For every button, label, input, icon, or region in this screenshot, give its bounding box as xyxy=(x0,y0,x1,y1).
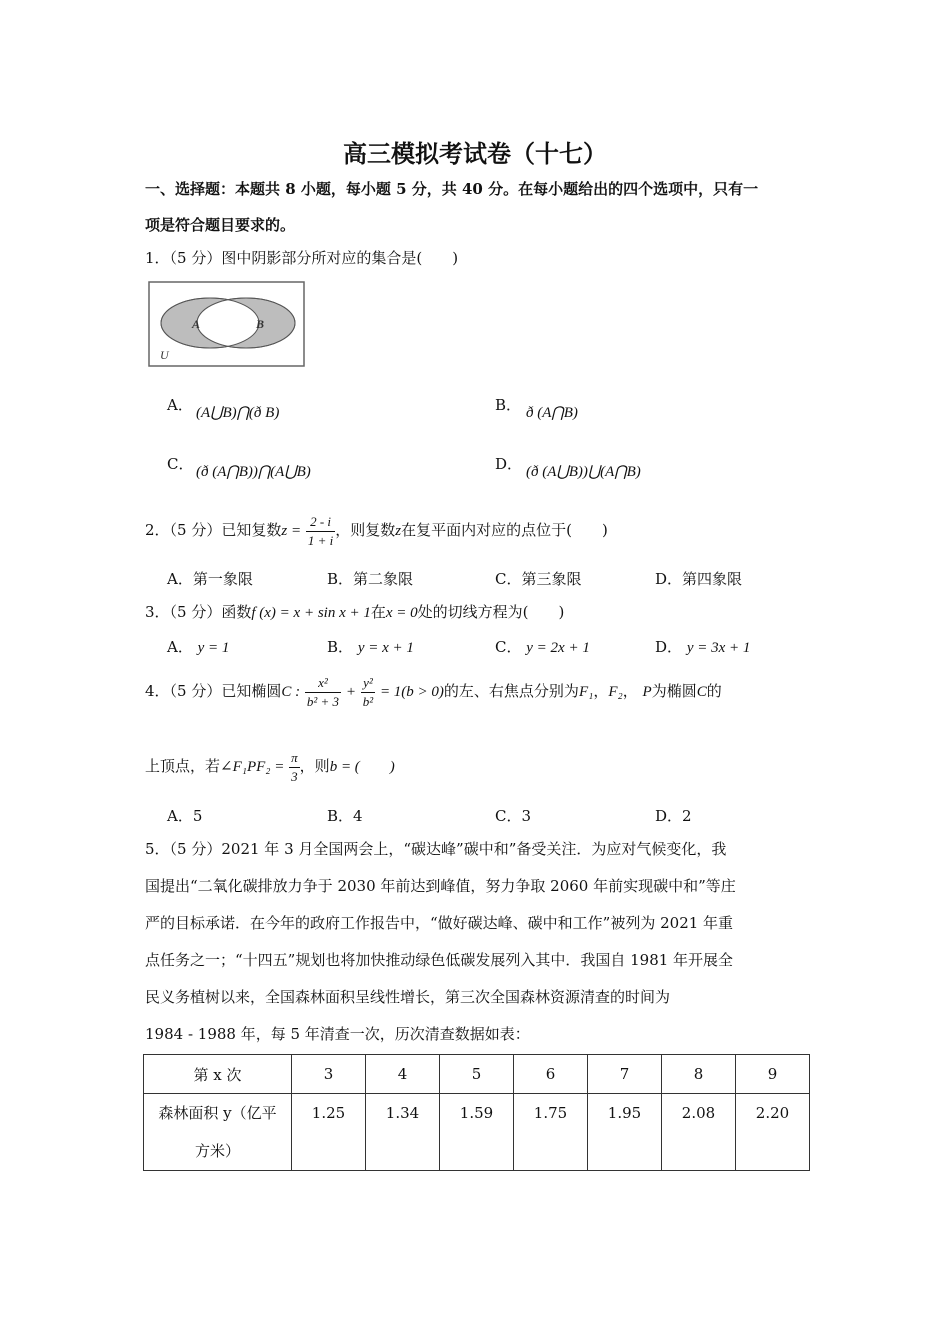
q4-option-d[interactable]: D．2 xyxy=(655,807,692,825)
table-cell: 6 xyxy=(514,1055,588,1094)
page-title: 高三模拟考试卷（十七） xyxy=(343,139,607,168)
table-cell: 1.34 xyxy=(366,1094,440,1171)
table-header-y: 森林面积 y（亿平 方米） xyxy=(144,1094,292,1171)
question-1-stem: 1．（5 分）图中阴影部分所对应的集合是( ) xyxy=(145,249,459,267)
q2-option-b[interactable]: B．第二象限 xyxy=(327,570,414,588)
q1-option-a-text: (A⋃B)⋂(ð B) xyxy=(196,405,280,421)
table-cell: 8 xyxy=(662,1055,736,1094)
q3-option-a[interactable]: A． y = 1 xyxy=(167,638,230,656)
table-cell: 3 xyxy=(292,1055,366,1094)
question-2-stem: 2．（5 分）已知复数z = $\frac{2 - i}{1 + i}$ ，则复数z在复平面内对应的点位于( ) xyxy=(145,513,608,548)
q2-option-d[interactable]: D．第四象限 xyxy=(655,570,743,588)
table-cell: 1.25 xyxy=(292,1094,366,1171)
q4-option-c[interactable]: C．3 xyxy=(495,807,532,825)
question-4-stem: 4．（5 分）已知椭圆C : $\frac{\text{x²}}{\text{b² + 3}}$ + $\frac{\text{y²}}{\text{b²}}$ = 1(b > 0)的左、右焦点分别为F₁，F₂， P为椭圆C的 xyxy=(145,674,722,709)
q3-option-d[interactable]: D． y = 3x + 1 xyxy=(655,638,751,656)
q4-fraction-x: $\frac{\text{x²}}{\text{b² + 3}}$ xyxy=(306,674,340,709)
section-heading-line1: 一、选择题：本题共 8 小题，每小题 5 分，共 40 分。在每小题给出的四个选项中，只有一 xyxy=(145,180,759,198)
table-row xyxy=(144,1094,810,1171)
table-cell: 1.75 xyxy=(514,1094,588,1171)
table-cell: 2.08 xyxy=(662,1094,736,1171)
table-cell: 9 xyxy=(736,1055,810,1094)
q1-option-a-label[interactable]: A． xyxy=(167,396,193,414)
table-cell: 4 xyxy=(366,1055,440,1094)
question-5-line3: 严的目标承诺．在今年的政府工作报告中，“做好碳达峰、碳中和工作”被列为 2021 年重 xyxy=(145,914,734,932)
q2-fraction: $\frac{2 - i}{1 + i}$ xyxy=(307,513,334,548)
q4-option-b[interactable]: B．4 xyxy=(327,807,363,825)
venn-label-a: A xyxy=(192,317,201,331)
q1-option-d-label[interactable]: D． xyxy=(495,455,523,473)
q1-option-c-label[interactable]: C． xyxy=(167,455,194,473)
q3-option-c[interactable]: C． y = 2x + 1 xyxy=(495,638,590,656)
section-heading-line2: 项是符合题目要求的。 xyxy=(145,216,296,234)
q1-option-d-text: (ð (A⋃B))⋃(A⋂B) xyxy=(526,464,641,480)
venn-label-u: U xyxy=(160,348,169,362)
q1-option-b-text: ð (A⋂B) xyxy=(526,405,578,421)
question-5-line4: 点任务之一；“十四五”规划也将加快推动绿色低碳发展列入其中．我国自 1981 年开展全 xyxy=(145,951,734,969)
q4-fraction-y: $\frac{\text{y²}}{\text{b²}}$ xyxy=(362,674,374,709)
table-row xyxy=(144,1055,810,1094)
q1-option-c-text: (ð (A⋂B))⋂(A⋃B) xyxy=(196,464,311,480)
table-cell: 5 xyxy=(440,1055,514,1094)
q2-option-a[interactable]: A．第一象限 xyxy=(167,570,253,588)
venn-label-b: B xyxy=(256,317,265,331)
q1-option-b-label[interactable]: B． xyxy=(495,396,522,414)
q3-option-b[interactable]: B． y = x + 1 xyxy=(327,638,414,656)
venn-diagram xyxy=(148,281,305,367)
q4-fraction-pi: $\frac{\pi}{3}$ xyxy=(291,749,298,784)
table-cell: 7 xyxy=(588,1055,662,1094)
table-cell: 2.20 xyxy=(736,1094,810,1171)
question-5-line6: 1984 - 1988 年，每 5 年清查一次，历次清查数据如表： xyxy=(145,1025,530,1043)
question-4-line2: 上顶点，若∠F₁PF₂ = $\frac{\pi}{3}$ ，则b = ( ) xyxy=(145,749,395,784)
question-5-line2: 国提出“二氧化碳排放力争于 2030 年前达到峰值，努力争取 2060 年前实现碳中和”等庄 xyxy=(145,877,736,895)
q2-option-c[interactable]: C．第三象限 xyxy=(495,570,582,588)
question-5-line5: 民义务植树以来，全国森林面积呈线性增长，第三次全国森林资源清查的时间为 xyxy=(145,988,671,1006)
forest-data-table xyxy=(143,1054,810,1171)
table-cell: 1.95 xyxy=(588,1094,662,1171)
table-cell: 1.59 xyxy=(440,1094,514,1171)
table-header-x: 第 x 次 xyxy=(144,1055,292,1094)
question-5-line1: 5．（5 分）2021 年 3 月全国两会上，“碳达峰”碳中和”备受关注．为应对气候变化，我 xyxy=(145,840,727,858)
question-3-stem: 3．（5 分）函数f (x) = x + sin x + 1在x = 0处的切线方程为( ) xyxy=(145,603,565,621)
q4-option-a[interactable]: A．5 xyxy=(167,807,203,825)
